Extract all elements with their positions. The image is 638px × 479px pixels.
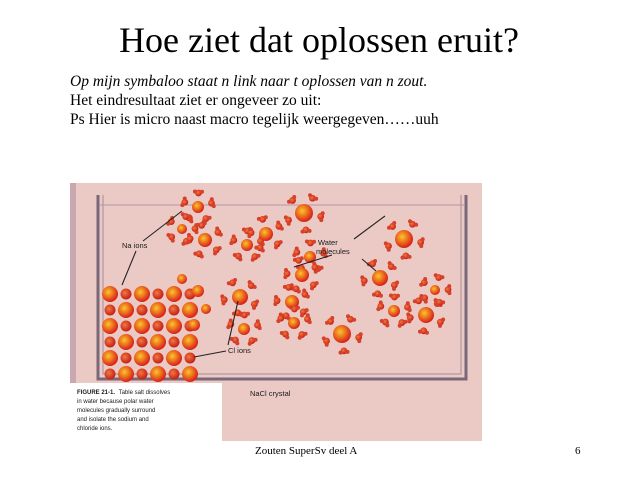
water-hydrogen bbox=[372, 293, 376, 297]
water-hydrogen bbox=[440, 275, 444, 279]
water-hydrogen bbox=[279, 312, 283, 316]
water-hydrogen bbox=[274, 245, 278, 249]
water-hydrogen bbox=[242, 228, 246, 232]
crystal-na-ion bbox=[169, 305, 180, 316]
water-hydrogen bbox=[293, 258, 297, 262]
water-hydrogen bbox=[196, 223, 200, 227]
edge-ion bbox=[177, 274, 187, 284]
water-hydrogen bbox=[300, 313, 304, 317]
water-hydrogen bbox=[257, 254, 261, 258]
water-hydrogen bbox=[292, 253, 296, 257]
water-hydrogen bbox=[306, 295, 310, 299]
water-hydrogen bbox=[407, 319, 411, 323]
caption-line-3: molecules gradually surround bbox=[77, 408, 156, 414]
water-hydrogen bbox=[200, 190, 204, 194]
water-hydrogen bbox=[193, 252, 197, 256]
water-hydrogen bbox=[352, 318, 356, 322]
water-hydrogen bbox=[253, 285, 257, 289]
water-hydrogen bbox=[248, 227, 252, 231]
crystal-na-ion bbox=[153, 353, 164, 364]
caption-first: Table salt dissolves bbox=[118, 390, 171, 396]
crystal-cl-ion bbox=[118, 366, 134, 382]
water-hydrogen bbox=[213, 251, 217, 255]
water-hydrogen bbox=[229, 241, 233, 245]
crystal-na-ion bbox=[169, 369, 180, 380]
water-hydrogen bbox=[419, 244, 423, 248]
water-hydrogen bbox=[284, 215, 288, 219]
water-hydrogen bbox=[200, 254, 204, 258]
water-hydrogen bbox=[308, 229, 312, 233]
water-hydrogen bbox=[247, 234, 251, 238]
water-hydrogen bbox=[233, 278, 237, 282]
water-hydrogen bbox=[395, 281, 399, 285]
water-hydrogen bbox=[312, 262, 316, 266]
ion-core bbox=[259, 227, 273, 241]
water-hydrogen bbox=[238, 257, 242, 261]
water-hydrogen bbox=[227, 281, 231, 285]
water-hydrogen bbox=[194, 230, 198, 234]
water-hydrogen bbox=[239, 312, 243, 316]
water-hydrogen bbox=[393, 266, 397, 270]
water-hydrogen bbox=[384, 241, 388, 245]
water-hydrogen bbox=[398, 324, 402, 328]
water-hydrogen bbox=[300, 256, 304, 260]
water-hydrogen bbox=[254, 246, 258, 250]
edge-ion bbox=[201, 304, 211, 314]
water-hydrogen bbox=[320, 266, 324, 270]
svg-text:FIGURE 21-1. Table salt bbox=[77, 390, 170, 396]
water-hydrogen bbox=[290, 283, 294, 287]
water-hydrogen bbox=[408, 308, 412, 312]
water-hydrogen bbox=[229, 318, 233, 322]
water-label: Water bbox=[318, 238, 338, 247]
water-hydrogen bbox=[251, 258, 255, 262]
water-hydrogen bbox=[387, 226, 391, 230]
water-hydrogen bbox=[248, 280, 252, 284]
water-hydrogen bbox=[232, 234, 236, 238]
water-hydrogen bbox=[408, 255, 412, 259]
water-hydrogen bbox=[389, 294, 393, 298]
water-hydrogen bbox=[256, 319, 260, 323]
crystal-cl-ion bbox=[118, 302, 134, 318]
water-hydrogen bbox=[235, 341, 239, 345]
ion-core bbox=[304, 251, 316, 263]
water-hydrogen bbox=[421, 237, 425, 241]
water-hydrogen bbox=[203, 221, 207, 225]
crystal-na-ion bbox=[169, 337, 180, 348]
water-hydrogen bbox=[187, 233, 191, 237]
edge-ion bbox=[192, 285, 204, 297]
ion-core bbox=[295, 268, 309, 282]
water-hydrogen bbox=[273, 302, 277, 306]
crystal-cl-ion bbox=[134, 286, 150, 302]
water-hydrogen bbox=[380, 319, 384, 323]
dissolving-salt-figure bbox=[70, 183, 482, 441]
water-hydrogen bbox=[418, 330, 422, 334]
edge-ion bbox=[188, 319, 200, 331]
water-hydrogen bbox=[396, 294, 400, 298]
slide-title: Hoe ziet dat oplossen eruit? bbox=[119, 20, 519, 60]
water-hydrogen bbox=[434, 303, 438, 307]
water-hydrogen bbox=[171, 239, 175, 243]
water-hydrogen bbox=[379, 294, 383, 298]
caption-line-4: and isolate the sodium and bbox=[77, 417, 149, 423]
water-hydrogen bbox=[264, 215, 268, 219]
water-hydrogen bbox=[305, 308, 309, 312]
water-hydrogen bbox=[406, 301, 410, 305]
crystal-na-ion bbox=[121, 321, 132, 332]
ion-core bbox=[177, 224, 187, 234]
crystal-na-ion bbox=[153, 321, 164, 332]
caption-line-2: in water because polar water bbox=[77, 399, 154, 405]
ion-core bbox=[241, 239, 253, 251]
water-hydrogen bbox=[438, 324, 442, 328]
water-hydrogen bbox=[424, 300, 428, 304]
water-hydrogen bbox=[218, 246, 222, 250]
water-hydrogen bbox=[316, 268, 320, 272]
water-hydrogen bbox=[321, 211, 325, 215]
caption-line-5: chloride ions. bbox=[77, 426, 113, 432]
water-hydrogen bbox=[257, 217, 261, 221]
water-hydrogen bbox=[423, 277, 427, 281]
water-hydrogen bbox=[296, 306, 300, 310]
water-hydrogen bbox=[401, 256, 405, 260]
water-hydrogen bbox=[186, 240, 190, 244]
page-number: 6 bbox=[575, 445, 581, 457]
water-hydrogen bbox=[339, 351, 343, 355]
crystal-cl-ion bbox=[134, 350, 150, 366]
ion-core bbox=[238, 323, 250, 335]
water-hydrogen bbox=[413, 299, 417, 303]
water-hydrogen bbox=[210, 197, 214, 201]
ion-core bbox=[295, 204, 313, 222]
water-hydrogen bbox=[285, 335, 289, 339]
crystal-na-ion bbox=[121, 353, 132, 364]
water-hydrogen bbox=[187, 214, 191, 218]
water-hydrogen bbox=[385, 323, 389, 327]
water-hydrogen bbox=[346, 350, 350, 354]
crystal-na-ion bbox=[137, 337, 148, 348]
water-hydrogen bbox=[419, 294, 423, 298]
water-hydrogen bbox=[298, 336, 302, 340]
water-hydrogen bbox=[373, 259, 377, 263]
water-hydrogen bbox=[276, 221, 280, 225]
water-hydrogen bbox=[419, 283, 423, 287]
water-hydrogen bbox=[279, 240, 283, 244]
crystal-cl-ion bbox=[166, 286, 182, 302]
ion-core bbox=[232, 289, 248, 305]
water-hydrogen bbox=[193, 190, 197, 194]
footer-text: Zouten SuperSv deel A bbox=[255, 445, 358, 457]
water-hydrogen bbox=[312, 240, 316, 244]
water-hydrogen bbox=[301, 230, 305, 234]
cl-ions-label: Cl ions bbox=[228, 346, 251, 355]
crystal-cl-ion bbox=[118, 334, 134, 350]
water-hydrogen bbox=[376, 307, 380, 311]
water-hydrogen bbox=[280, 331, 284, 335]
note-line: Ps Hier is micro naast macro tegelijk weergegeven……uuh bbox=[70, 111, 439, 128]
water-hydrogen bbox=[314, 197, 318, 201]
crystal-cl-ion bbox=[182, 366, 198, 382]
crystal-na-ion bbox=[105, 337, 116, 348]
water-hydrogen bbox=[181, 242, 185, 246]
water-hydrogen bbox=[280, 227, 284, 231]
water-hydrogen bbox=[283, 275, 287, 279]
water-hydrogen bbox=[284, 268, 288, 272]
water-hydrogen bbox=[246, 312, 250, 316]
water-hydrogen bbox=[181, 212, 185, 216]
water-hydrogen bbox=[319, 218, 323, 222]
water-hydrogen bbox=[434, 273, 438, 277]
water-hydrogen bbox=[308, 320, 312, 324]
water-hydrogen bbox=[357, 339, 361, 343]
water-hydrogen bbox=[226, 325, 230, 329]
water-hydrogen bbox=[330, 316, 334, 320]
water-hydrogen bbox=[166, 233, 170, 237]
crystal-cl-ion bbox=[102, 318, 118, 334]
ion-core bbox=[333, 325, 351, 343]
water-hydrogen bbox=[180, 203, 184, 207]
caption-title: FIGURE 21-1. bbox=[77, 390, 116, 396]
water-hydrogen bbox=[441, 318, 445, 322]
water-hydrogen bbox=[276, 319, 280, 323]
water-hydrogen bbox=[315, 281, 319, 285]
water-hydrogen bbox=[325, 321, 329, 325]
water-hydrogen bbox=[322, 336, 326, 340]
water-hydrogen bbox=[414, 223, 418, 227]
result-line: Het eindresultaat ziet er ongeveer zo uit: bbox=[70, 92, 322, 109]
crystal-na-ion bbox=[105, 305, 116, 316]
ion-core bbox=[430, 285, 440, 295]
water-hydrogen bbox=[289, 306, 293, 310]
water-hydrogen bbox=[255, 300, 259, 304]
water-label-2: molecules bbox=[316, 247, 350, 256]
water-hydrogen bbox=[360, 275, 364, 279]
water-hydrogen bbox=[287, 200, 291, 204]
water-hydrogen bbox=[392, 287, 396, 291]
water-hydrogen bbox=[274, 295, 278, 299]
water-hydrogen bbox=[346, 314, 350, 318]
water-hydrogen bbox=[406, 312, 410, 316]
water-hydrogen bbox=[233, 253, 237, 257]
crystal-cl-ion bbox=[134, 318, 150, 334]
water-hydrogen bbox=[441, 300, 445, 304]
crystal-na-ion bbox=[137, 305, 148, 316]
water-hydrogen bbox=[404, 320, 408, 324]
ion-core bbox=[288, 317, 300, 329]
crystal-na-ion bbox=[153, 289, 164, 300]
water-hydrogen bbox=[221, 301, 225, 305]
water-hydrogen bbox=[261, 248, 265, 252]
water-hydrogen bbox=[379, 300, 383, 304]
water-hydrogen bbox=[305, 240, 309, 244]
ion-core bbox=[192, 201, 204, 213]
intro-line-italic: Op mijn symbaloo staat n link naar t oplossen van n zout. bbox=[70, 73, 428, 90]
na-ions-label: Na ions bbox=[122, 241, 148, 250]
water-hydrogen bbox=[302, 289, 306, 293]
water-hydrogen bbox=[392, 221, 396, 225]
ion-core bbox=[372, 270, 388, 286]
crystal-cl-ion bbox=[102, 286, 118, 302]
water-hydrogen bbox=[297, 289, 301, 293]
water-hydrogen bbox=[425, 331, 429, 335]
crystal-cl-ion bbox=[166, 318, 182, 334]
water-hydrogen bbox=[304, 332, 308, 336]
water-hydrogen bbox=[208, 216, 212, 220]
water-hydrogen bbox=[447, 291, 451, 295]
water-hydrogen bbox=[219, 233, 223, 237]
water-hydrogen bbox=[447, 284, 451, 288]
water-hydrogen bbox=[220, 294, 224, 298]
ion-core bbox=[418, 307, 434, 323]
water-hydrogen bbox=[258, 326, 262, 330]
crystal-na-ion bbox=[105, 369, 116, 380]
water-hydrogen bbox=[292, 195, 296, 199]
water-hydrogen bbox=[183, 196, 187, 200]
water-hydrogen bbox=[388, 261, 392, 265]
water-hydrogen bbox=[308, 193, 312, 197]
crystal-cl-ion bbox=[182, 302, 198, 318]
water-hydrogen bbox=[295, 246, 299, 250]
crystal-cl-ion bbox=[150, 302, 166, 318]
water-hydrogen bbox=[387, 248, 391, 252]
crystal-na-ion bbox=[185, 353, 196, 364]
water-hydrogen bbox=[189, 219, 193, 223]
water-hydrogen bbox=[215, 227, 219, 231]
water-hydrogen bbox=[408, 219, 412, 223]
water-hydrogen bbox=[306, 313, 310, 317]
crystal-na-ion bbox=[121, 289, 132, 300]
ion-core bbox=[388, 305, 400, 317]
water-hydrogen bbox=[212, 204, 216, 208]
water-hydrogen bbox=[359, 332, 363, 336]
crystal-label: NaCl crystal bbox=[250, 389, 291, 398]
water-hydrogen bbox=[325, 343, 329, 347]
water-hydrogen bbox=[310, 286, 314, 290]
water-hydrogen bbox=[252, 306, 256, 310]
crystal-na-ion bbox=[137, 369, 148, 380]
crystal-cl-ion bbox=[150, 334, 166, 350]
water-hydrogen bbox=[361, 282, 365, 286]
crystal-cl-ion bbox=[102, 350, 118, 366]
water-hydrogen bbox=[287, 222, 291, 226]
water-hydrogen bbox=[254, 338, 258, 342]
ion-core bbox=[198, 233, 212, 247]
ion-core bbox=[395, 230, 413, 248]
crystal-cl-ion bbox=[150, 366, 166, 382]
crystal-cl-ion bbox=[166, 350, 182, 366]
crystal-cl-ion bbox=[182, 334, 198, 350]
water-hydrogen bbox=[230, 337, 234, 341]
water-hydrogen bbox=[283, 285, 287, 289]
